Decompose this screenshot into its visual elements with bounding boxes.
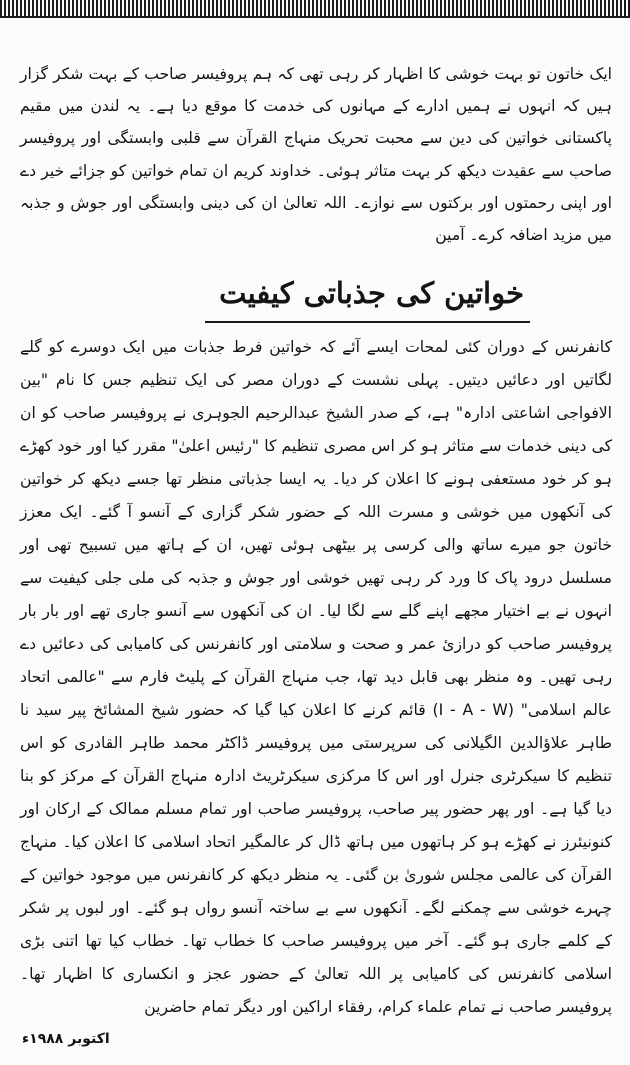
section-heading: خواتین کی جذباتی کیفیت [205,271,530,323]
section-text: کانفرنس کے دوران کئی لمحات ایسے آئے کہ خواتین فرط جذبات میں ایک دوسرے کو گلے لگاتیں اور دعائیں دیتیں۔ پہلی نشست کے دوران مصر کی ایک تنظیم جس کا نام "بین الافواجی اشاعتی ادارہ" ہے، کے صدر الشیخ عبدالرحیم الجوہری نے پروفیسر صاحب کو ان کی دینی خدمات سے متاثر ہو کر اس مصری تنظیم کا "رئیس اعلیٰ" مقرر کیا اور خود کھڑے ہو کر خود مستعفی ہونے کا اعلان کر دیا۔ یہ ایسا جذباتی منظر تھا جسے دیکھ کر خواتین کی آنکھوں میں خوشی و مسرت اللہ کے حضور شکر گزاری کے آنسو آ گئے۔ ایک معزز خاتون جو میرے ساتھ والی کرسی پر بیٹھی ہوئی تھیں، ان کے ہاتھ میں تسبیح تھی اور مسلسل درود پاک کا ورد کر رہی تھیں خوشی اور جوش و جذبہ کی ملی جلی کیفیت سے انہوں نے بے اختیار مجھے اپنے گلے سے لگا لیا۔ ان کی آنکھوں سے آنسو جاری تھے اور بار بار پروفیسر صاحب کو درازئ عمر و صحت و سلامتی اور کانفرنس کی کامیابی کی دعائیں دے رہی تھیں۔ وہ منظر بھی قابل دید تھا، جب منہاج القرآن کے پلیٹ فارم سے "عالمی اتحاد عالم اسلامی" (I - A - W) قائم کرنے کا اعلان کیا گیا کہ حضور شیخ المشائخ پیر سید نا طاہر علاؤالدین الگیلانی کی سرپرستی میں پروفیسر ڈاکٹر محمد طاہر القادری کو اس تنظیم کا سیکرٹری جنرل اور اس کا مرکزی سیکرٹریٹ ادارہ منہاج القرآن کے مرکز کو بنا دیا گیا ہے۔ اور پھر حضور پیر صاحب، پروفیسر صاحب اور تمام مسلم ممالک کے ارکان اور کنونیئرز نے کھڑے ہو کر ہاتھوں میں ہاتھ ڈال کر عالمگیر اتحاد اسلامی کا اعلان کیا۔ منہاج القرآن کی عالمی مجلس شوریٰ بن گئی۔ یہ منظر دیکھ کر کانفرنس میں موجود خواتین کے چہرے خوشی سے چمکنے لگے۔ آنکھوں سے بے ساختہ آنسو رواں ہو گئے۔ اور لبوں پر شکر کے کلمے جاری ہو گئے۔ آخر میں پروفیسر صاحب کا خطاب تھا۔ خطاب کیا تھا اتنی بڑی اسلامی کانفرنس کی کامیابی پر اللہ تعالیٰ کے حضور عجز و انکساری کا اظہار تھا۔ پروفیسر صاحب نے تمام علماء کرام، رفقاء اراکین اور دیگر تمام حاضرین [20,338,612,1017]
document-page [20,58,612,1024]
page-footer-date: اکتوبر ۱۹۸۸ء [22,1031,110,1047]
intro-paragraph [20,58,612,251]
top-border [0,0,630,18]
section-heading-wrap [20,271,612,323]
section-body [20,331,612,1024]
intro-text: ایک خاتون تو بہت خوشی کا اظہار کر رہی تھی کہ ہم پروفیسر صاحب کے بہت شکر گزار ہیں کہ انہوں نے ہمیں ادارے کے مہانوں کی خدمت کا موقع دیا ہے۔ یہ لندن میں مقیم پاکستانی خواتین کی دین سے محبت تحریک منہاج القرآن سے قلبی وابستگی اور پروفیسر صاحب سے عقیدت دیکھ کر بہت متاثر ہوئی۔ خداوند کریم ان تمام خواتین کو جزائے خیر دے اور اپنی رحمتوں اور برکتوں سے نوازے۔ اللہ تعالیٰ ان کی دینی وابستگی اور جوش و جذبہ میں مزید اضافہ کرے۔ آمین [20,65,612,245]
